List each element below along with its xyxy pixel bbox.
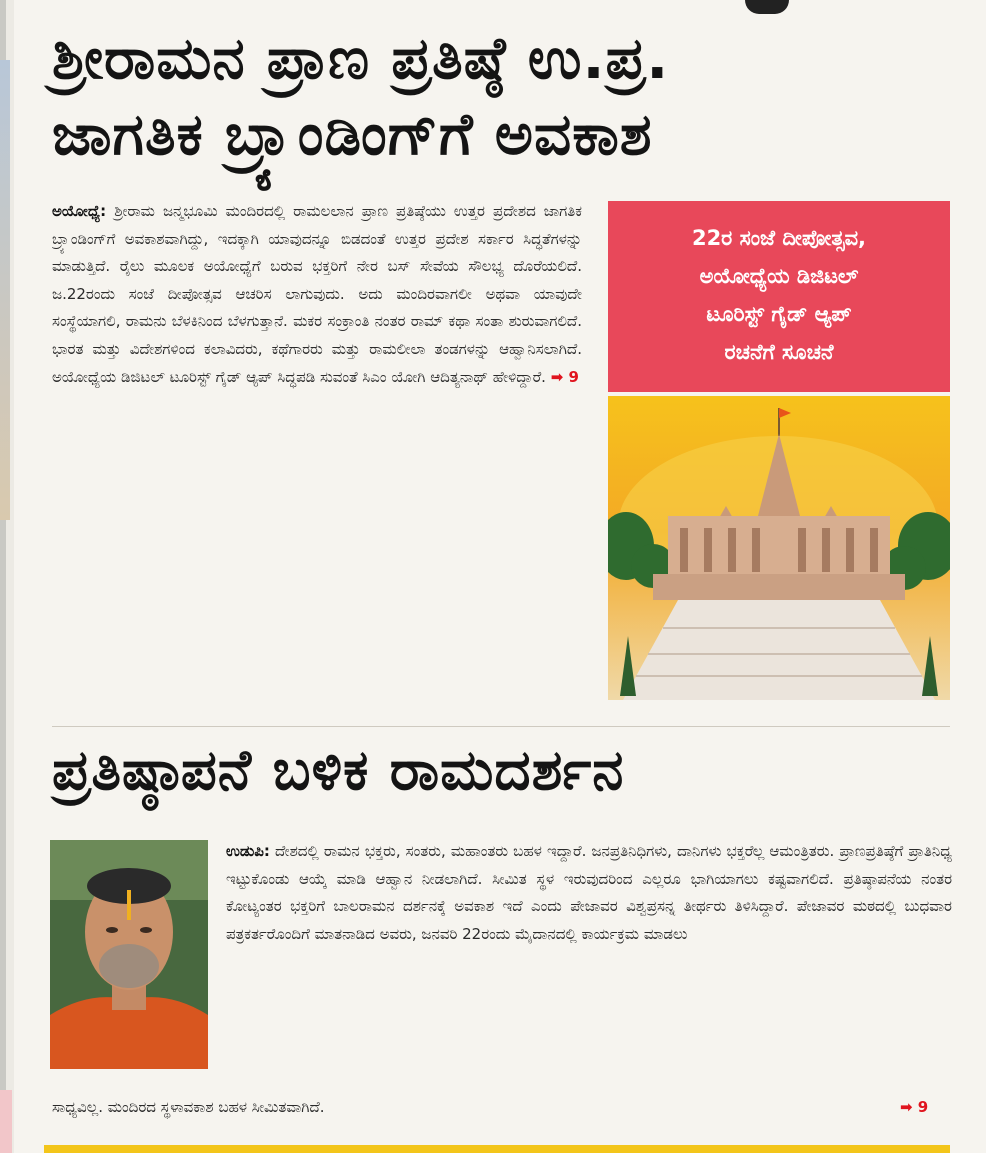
- adjacent-photo-edge: [0, 60, 10, 520]
- highlight-box: [608, 201, 950, 392]
- highlight-line-4: ರಚನೆಗೆ ಸೂಚನೆ: [724, 340, 834, 364]
- article2-body-tail: ಸಾಧ್ಯವಿಲ್ಲ. ಮಂದಿರದ ಸ್ಥಳಾವಕಾಶ ಬಹಳ ಸೀಮಿತವಾಗಿದೆ.: [52, 1098, 325, 1116]
- main-headline-line2: ಜಾಗತಿಕ ಬ್ರ್ಯಾಂಡಿಂಗ್‌ಗೆ ಅವಕಾಶ: [52, 100, 653, 168]
- second-headline: ಪ್ರತಿಷ್ಠಾಪನೆ ಬಳಿಕ ರಾಮದರ್ಶನ: [52, 738, 625, 803]
- article1-continued-link[interactable]: ➡ 9: [550, 367, 579, 386]
- bottom-color-bar: [44, 1145, 950, 1153]
- main-headline-line1: ಶ್ರೀರಾಮನ ಪ್ರಾಣ ಪ್ರತಿಷ್ಠೆ ಉ.ಪ್ರ.: [52, 24, 670, 92]
- seer-portrait-photo: [50, 840, 208, 1069]
- ayodhya-article: [52, 198, 582, 708]
- article2-body: ದೇಶದಲ್ಲಿ ರಾಮನ ಭಕ್ತರು, ಸಂತರು, ಮಹಾಂತರು ಬಹಳ ಇದ್ದಾರೆ. ಜನಪ್ರತಿನಿಧಿಗಳು, ದಾನಿಗಳು ಭಕ್ತರೆಲ್ಲ ಆಮಂತ್ರಿತರು. ಪ್ರಾಣಪ್ರತಿಷ್ಠೆಗೆ ಪ್ರಾತಿನಿಧ್ಯ ಇಟ್ಟುಕೊಂಡು ಆಯ್ಕೆ ಮಾಡಿ ಆಹ್ವಾನ ನೀಡಲಾಗಿದೆ. ಸೀಮಿತ ಸ್ಥಳ ಇರುವುದರಿಂದ ಎಲ್ಲರೂ ಭಾಗಿಯಾಗಲು ಕಷ್ಟವಾಗಲಿದೆ. ಪ್ರತಿಷ್ಠಾಪನೆಯ ನಂತರ ಕೋಟ್ಯಂತರ ಭಕ್ತರಿಗೆ ಬಾಲರಾಮನ ದರ್ಶನಕ್ಕೆ ಅವಕಾಶ ಇದೆ ಎಂದು ಪೇಜಾವರ ವಿಶ್ವಪ್ರಸನ್ನ ತೀರ್ಥರು ತಿಳಿಸಿದ್ದಾರೆ. ಪೇಜಾವರ ಮಠದಲ್ಲಿ ಬುಧವಾರ ಪತ್ರಕರ್ತರೊಂದಿಗೆ ಮಾತನಾಡಿದ ಅವರು, ಜನವರಿ 22ರಂದು ಮೈದಾನದಲ್ಲಿ ಕಾರ್ಯಕ್ರಮ ಮಾಡಲು: [226, 842, 952, 943]
- highlight-line-3: ಟೂರಿಸ್ಟ್ ಗೈಡ್ ಆ್ಯಪ್: [706, 302, 852, 326]
- section-divider: [52, 726, 950, 727]
- adjacent-page-edge: [0, 0, 14, 1153]
- cropped-headline-glyph: [745, 0, 789, 14]
- article2-dateline: ಉಡುಪಿ:: [226, 842, 270, 860]
- highlight-line-2: ಅಯೋಧ್ಯೆಯ ಡಿಜಿಟಲ್: [699, 264, 859, 288]
- highlight-line-1: 22ರ ಸಂಜೆ ದೀಪೋತ್ಸವ,: [691, 226, 867, 250]
- adjacent-tint-edge: [0, 1090, 12, 1153]
- article2-continued-link[interactable]: ➡ 9: [900, 1098, 929, 1116]
- article1-dateline: ಅಯೋಧ್ಯೆ:: [52, 202, 107, 220]
- udupi-article: [226, 838, 952, 1088]
- article1-body: ಶ್ರೀರಾಮ ಜನ್ಮಭೂಮಿ ಮಂದಿರದಲ್ಲಿ ರಾಮಲಲಾನ ಪ್ರಾಣ ಪ್ರತಿಷ್ಠೆಯು ಉತ್ತರ ಪ್ರದೇಶದ ಜಾಗತಿಕ ಬ್ರ್ಯಾಂಡಿಂಗ್‌ಗೆ ಅವಕಾಶವಾಗಿದ್ದು, ಇದಕ್ಕಾಗಿ ಯಾವುದನ್ನೂ ಬಿಡದಂತೆ ಉತ್ತರ ಪ್ರದೇಶ ಸರ್ಕಾರ ಸಿದ್ಧತೆಗಳನ್ನು ಮಾಡುತ್ತಿದೆ. ರೈಲು ಮೂಲಕ ಅಯೋಧ್ಯೆಗೆ ಬರುವ ಭಕ್ತರಿಗೆ ನೇರ ಬಸ್ ಸೇವೆಯ ಸೌಲಭ್ಯ ದೊರೆಯಲಿದೆ. ಜ.22ರಂದು ಸಂಜೆ ದೀಪೋತ್ಸವ ಆಚರಿಸ ಲಾಗುವುದು. ಅದು ಮಂದಿರವಾಗಲೀ ಅಥವಾ ಯಾವುದೇ ಸಂಸ್ಥೆಯಾಗಲಿ, ರಾಮನು ಬೆಳಕಿನಿಂದ ಬೆಳಗುತ್ತಾನೆ. ಮಕರ ಸಂಕ್ರಾಂತಿ ನಂತರ ರಾಮ್ ಕಥಾ ಸಂತಾ ಶುರುವಾಗಲಿದೆ. ಭಾರತ ಮತ್ತು ವಿದೇಶಗಳಿಂದ ಕಲಾವಿದರು, ಕಥೆಗಾರರು ಮತ್ತು ರಾಮಲೀಲಾ ತಂಡಗಳನ್ನು ಆಹ್ವಾನಿಸಲಾಗಿದೆ. ಅಯೋಧ್ಯೆಯ ಡಿಜಿಟಲ್ ಟೂರಿಸ್ಟ್ ಗೈಡ್ ಆ್ಯಪ್ ಸಿದ್ಧಪಡಿ ಸುವಂತೆ ಸಿಎಂ ಯೋಗಿ ಆದಿತ್ಯನಾಥ್ ಹೇಳಿದ್ದಾರೆ.: [52, 202, 582, 386]
- ram-mandir-illustration: [608, 396, 950, 700]
